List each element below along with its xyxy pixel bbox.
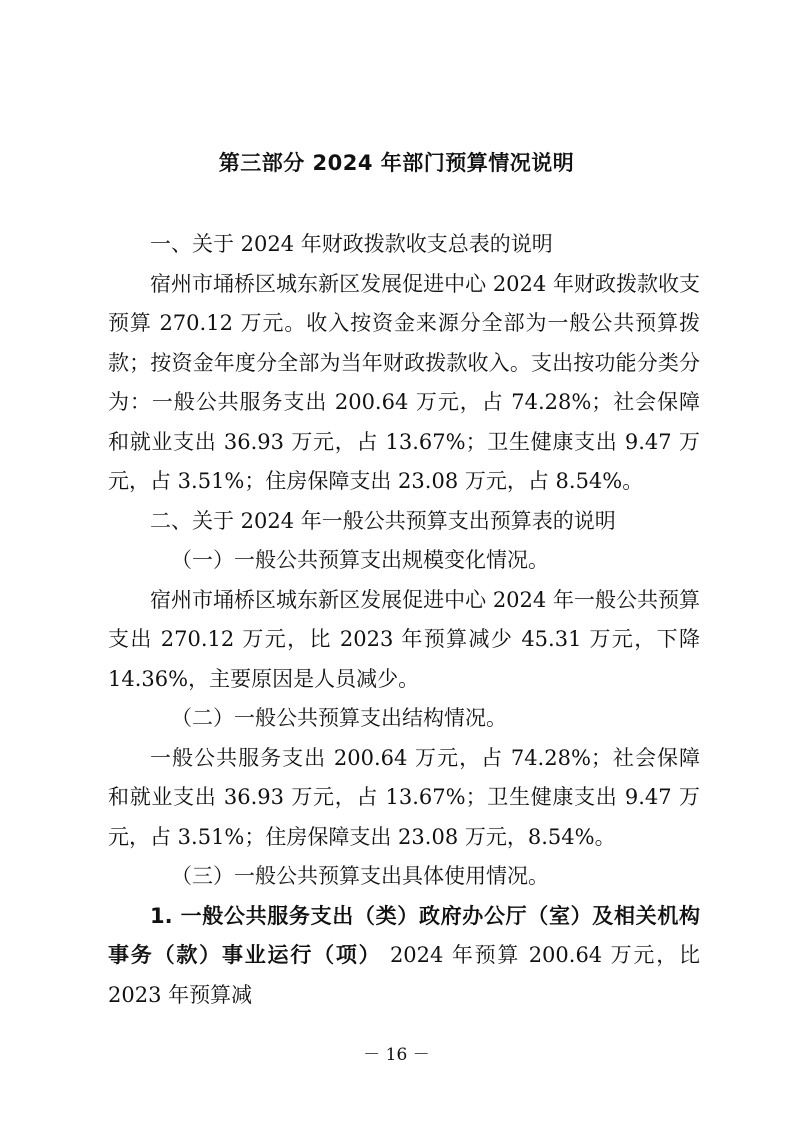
- section-heading-1: 一、关于 2024 年财政拨款收支总表的说明: [150, 232, 553, 256]
- section-1-paragraph: 宿州市埇桥区城东新区发展促进中心 2024 年财政拨款收支预算 270.12 万元。收入按资金来源分全部为一般公共预算拨款；按资金年度分全部为当年财政拨款收入。支出按功能分类分为：一般公共服务支出 200.64 万元，占 74.28%；社会保障和就业支出 36.93 万元，占 13.67%；卫生健康支出 9.47 万元，占 3.51%；住房保障支出 23.08 万元，占 8.54%。: [108, 271, 700, 493]
- subsection-1-paragraph: 宿州市埇桥区城东新区发展促进中心 2024 年一般公共预算支出 270.12 万元，比 2023 年预算减少 45.31 万元，下降 14.36%，主要原因是人员减少。: [108, 587, 700, 691]
- subsection-heading-2: （二）一般公共预算支出结构情况。: [171, 706, 507, 730]
- section-heading-2: 二、关于 2024 年一般公共预算支出预算表的说明: [150, 508, 616, 533]
- item-1-body: 2024 年预算 200.64 万元，比 2023 年预算减: [108, 943, 701, 1007]
- item-1-paragraph: [108, 897, 700, 1016]
- page-number: － 16 －: [363, 1045, 430, 1065]
- subsection-2-paragraph: 一般公共服务支出 200.64 万元，占 74.28%；社会保障和就业支出 36.93 万元，占 13.67%；卫生健康支出 9.47 万元，占 3.51%；住房保障支出 23.08 万元，8.54%。: [108, 745, 700, 849]
- item-1-title: 1. 一般公共服务支出（类）政府办公厅（室）及相关机构事务（款）事业运行（项）: [108, 903, 700, 967]
- subsection-heading-1: （一）一般公共预算支出规模变化情况。: [171, 548, 549, 572]
- document-body: [108, 225, 700, 1015]
- subsection-heading-3: （三）一般公共预算支出具体使用情况。: [171, 864, 549, 888]
- page-title: 第三部分 2024 年部门预算情况说明: [218, 151, 575, 175]
